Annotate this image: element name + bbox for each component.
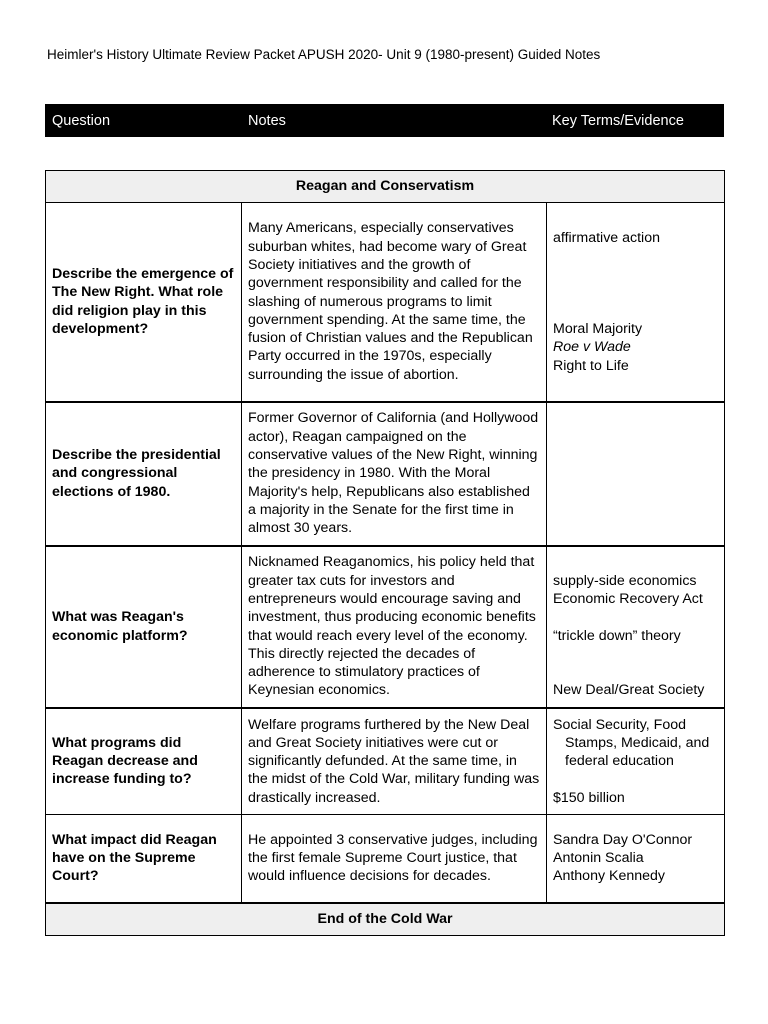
column-header-bar: [45, 104, 724, 137]
notes-cell: Many Americans, especially conservatives suburban whites, had become wary of Great Society initiatives and the growth of government responsibility and called for the slashing of numerous programs to limit government spending. At the same time, the fusion of Christian values and the Republican Party occurred in the 1970s, especially surrounding the issue of abortion.: [242, 203, 547, 402]
question-cell: Describe the emergence of The New Right. What role did religion play in this development?: [46, 203, 242, 402]
key-term: Stamps, Medicaid, and: [565, 734, 710, 751]
table-row: [46, 708, 725, 815]
header-notes: Notes: [248, 113, 286, 129]
key-term: $150 billion: [553, 789, 625, 806]
notes-cell: Welfare programs furthered by the New Deal and Great Society initiatives were cut or significantly defunded. At the same time, in the midst of the Cold War, military funding was drastically increased.: [242, 708, 547, 815]
table-row: [46, 203, 725, 402]
section-title-reagan: Reagan and Conservatism: [46, 171, 725, 203]
key-term: Anthony Kennedy: [553, 868, 666, 885]
key-term: New Deal/Great Society: [553, 681, 705, 698]
question-cell: What impact did Reagan have on the Supreme Court?: [46, 815, 242, 903]
notes-cell: Nicknamed Reaganomics, his policy held that greater tax cuts for investors and entrepreneurs would encourage saving and investment, thus producing economic benefits that would reach every level of the economy. This directly rejected the decades of adherence to stimulatory practices of Keynesian economics.: [242, 546, 547, 708]
table-row: [46, 402, 725, 546]
key-terms-cell: [547, 402, 725, 546]
key-terms-cell: [547, 546, 725, 708]
key-term: Right to Life: [553, 357, 629, 374]
notes-cell: He appointed 3 conservative judges, including the first female Supreme Court justice, that would influence decisions for decades.: [242, 815, 547, 903]
document-title: Heimler's History Ultimate Review Packet APUSH 2020- Unit 9 (1980-present) Guided Notes: [47, 47, 601, 62]
header-question: Question: [52, 113, 111, 129]
table-row: [46, 815, 725, 903]
key-term: Sandra Day O'Connor: [553, 831, 693, 848]
question-cell: What was Reagan's economic platform?: [46, 546, 242, 708]
notes-cell: Former Governor of California (and Hollywood actor), Reagan campaigned on the conservative values of the New Right, winning the presidency in 1980. With the Moral Majority's help, Republicans also established a majority in the Senate for the first time in almost 30 years.: [242, 402, 547, 546]
question-cell: What programs did Reagan decrease and increase funding to?: [46, 708, 242, 815]
key-term: Economic Recovery Act: [553, 591, 703, 608]
notes-table: [45, 170, 725, 936]
header-key-terms: Key Terms/Evidence: [552, 113, 684, 129]
question-cell: Describe the presidential and congressional elections of 1980.: [46, 402, 242, 546]
key-term: “trickle down” theory: [553, 627, 681, 644]
table-row: [46, 546, 725, 708]
section-row: [46, 903, 725, 936]
key-term: Moral Majority: [553, 320, 643, 337]
key-terms-cell: [547, 203, 725, 402]
key-term: supply-side economics: [553, 572, 697, 589]
key-term: Roe v Wade: [553, 339, 631, 356]
key-terms-cell: [547, 708, 725, 815]
key-term: affirmative action: [553, 229, 660, 246]
section-title-cold-war: End of the Cold War: [46, 903, 725, 936]
key-term: federal education: [565, 753, 674, 770]
key-terms-cell: [547, 815, 725, 903]
key-term: Social Security, Food: [553, 716, 686, 733]
section-row: [46, 171, 725, 203]
key-term: Antonin Scalia: [553, 850, 644, 867]
